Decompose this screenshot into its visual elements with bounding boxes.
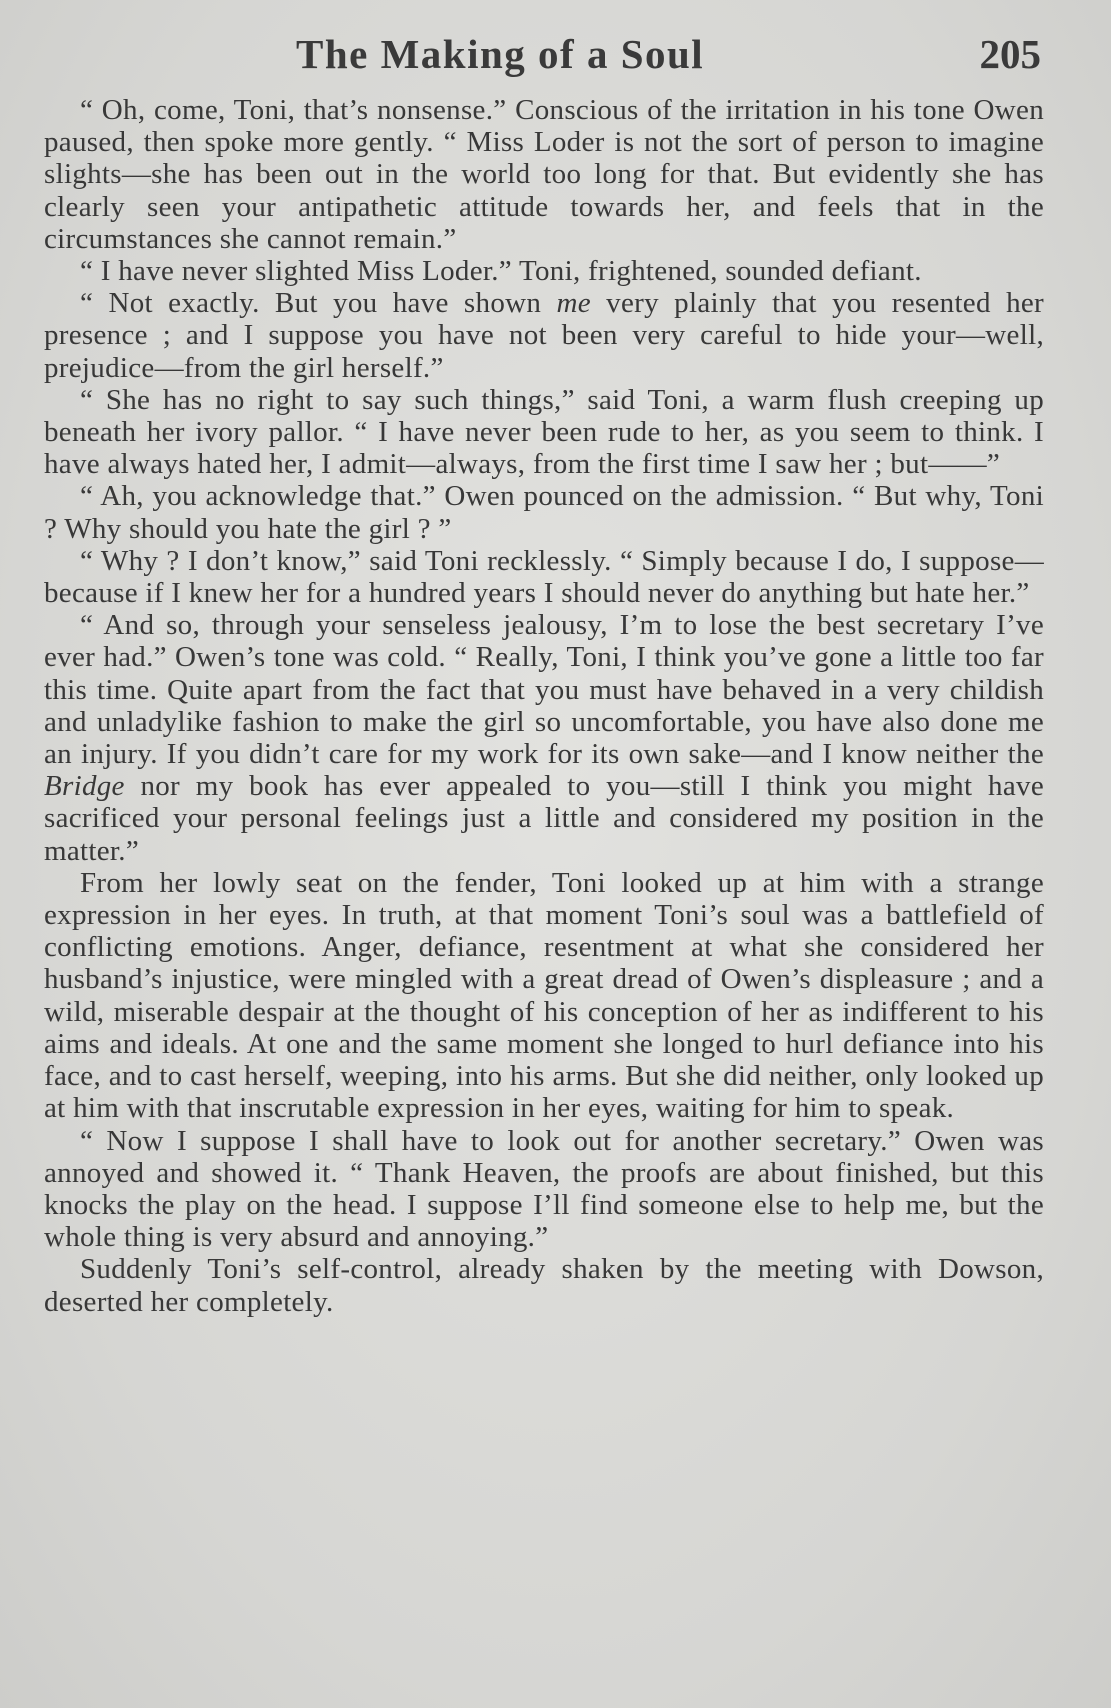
body-text (44, 94, 1044, 1318)
text-run: Suddenly Toni’s self-control, already shaken by the meeting with Dowson, deserted her completely. (44, 1253, 1044, 1318)
paragraph-9 (44, 1125, 1044, 1254)
text-run: very plainly that you resented her presence ; and I suppose you have not been very careful to hide your—well, prejudice—from the girl herself.” (44, 287, 1044, 384)
paragraph-4 (44, 384, 1044, 481)
paragraph-2 (44, 255, 1044, 287)
text-run: “ Ah, you acknowledge that.” Owen pounced on the admission. “ But why, Toni ? Why should you hate the girl ? ” (44, 480, 1044, 545)
text-run: “ Now I suppose I shall have to look out for another secretary.” Owen was annoyed and showed it. “ Thank Heaven, the proofs are about finished, but this knocks the play on the head. I suppose I’ll find someone else to help me, but the whole thing is very absurd and annoying.” (44, 1124, 1044, 1254)
text-run: “ She has no right to say such things,” said Toni, a warm flush creeping up beneath her ivory pallor. “ I have never been rude to her, as you seem to think. I have always hated her, I admit—always, from the first time I saw her ; but——” (44, 383, 1044, 481)
paragraph-8 (44, 867, 1044, 1125)
text-run: “ Oh, come, Toni, that’s nonsense.” Conscious of the irritation in his tone Owen paused, then spoke more gently. “ Miss Loder is not the sort of person to imagine slights—she has been out in the world too long for that. But evidently she has clearly seen your antipathetic attitude towards her, and feels that in the circumstances she cannot remain.” (44, 94, 1044, 255)
running-head: The Making of a Soul (296, 31, 705, 77)
text-run: “ Why ? I don’t know,” said Toni recklessly. “ Simply because I do, I suppose—because if I knew her for a hundred years I should never do anything but hate her.” (44, 544, 1044, 610)
text-run: “ Not exactly. But you have shown (80, 287, 557, 320)
emphasis-bridge: Bridge (44, 770, 125, 803)
page-number: 205 (979, 31, 1041, 77)
paragraph-5 (44, 480, 1044, 544)
paragraph-3 (44, 287, 1044, 384)
paragraph-7 (44, 609, 1044, 867)
paragraph-6 (44, 545, 1044, 609)
paragraph-1 (44, 94, 1044, 255)
text-run: nor my book has ever appealed to you—still I think you might have sacrificed your personal feelings just a little and considered my position in the matter.” (44, 770, 1044, 867)
page-header (0, 30, 1111, 90)
text-run: “ And so, through your senseless jealousy, I’m to lose the best secretary I’ve ever had.” Owen’s tone was cold. “ Really, Toni, I think you’ve gone a little too far this time. Quite apart from the fact that you must have behaved in a very childish and unladylike fashion to make the girl so uncomfortable, you have also done me an injury. If you didn’t care for my work for its own sake—and I know neither the (44, 609, 1044, 771)
text-run: From her lowly seat on the fender, Toni looked up at him with a strange expression in her eyes. In truth, at that moment Toni’s soul was a battlefield of conflicting emotions. Anger, defiance, resentment at what she considered her husband’s injustice, were mingled with a great dread of Owen’s displeasure ; and a wild, miserable despair at the thought of his conception of her as indifferent to his aims and ideals. At one and the same moment she longed to hurl defiance into his face, and to cast herself, weeping, into his arms. But she did neither, only looked up at him with that inscrutable expression in her eyes, waiting for him to speak. (44, 866, 1044, 1125)
text-run: “ I have never slighted Miss Loder.” Toni, frightened, sounded defiant. (80, 255, 922, 288)
paragraph-10 (44, 1253, 1044, 1317)
emphasis-me: me (556, 287, 591, 320)
